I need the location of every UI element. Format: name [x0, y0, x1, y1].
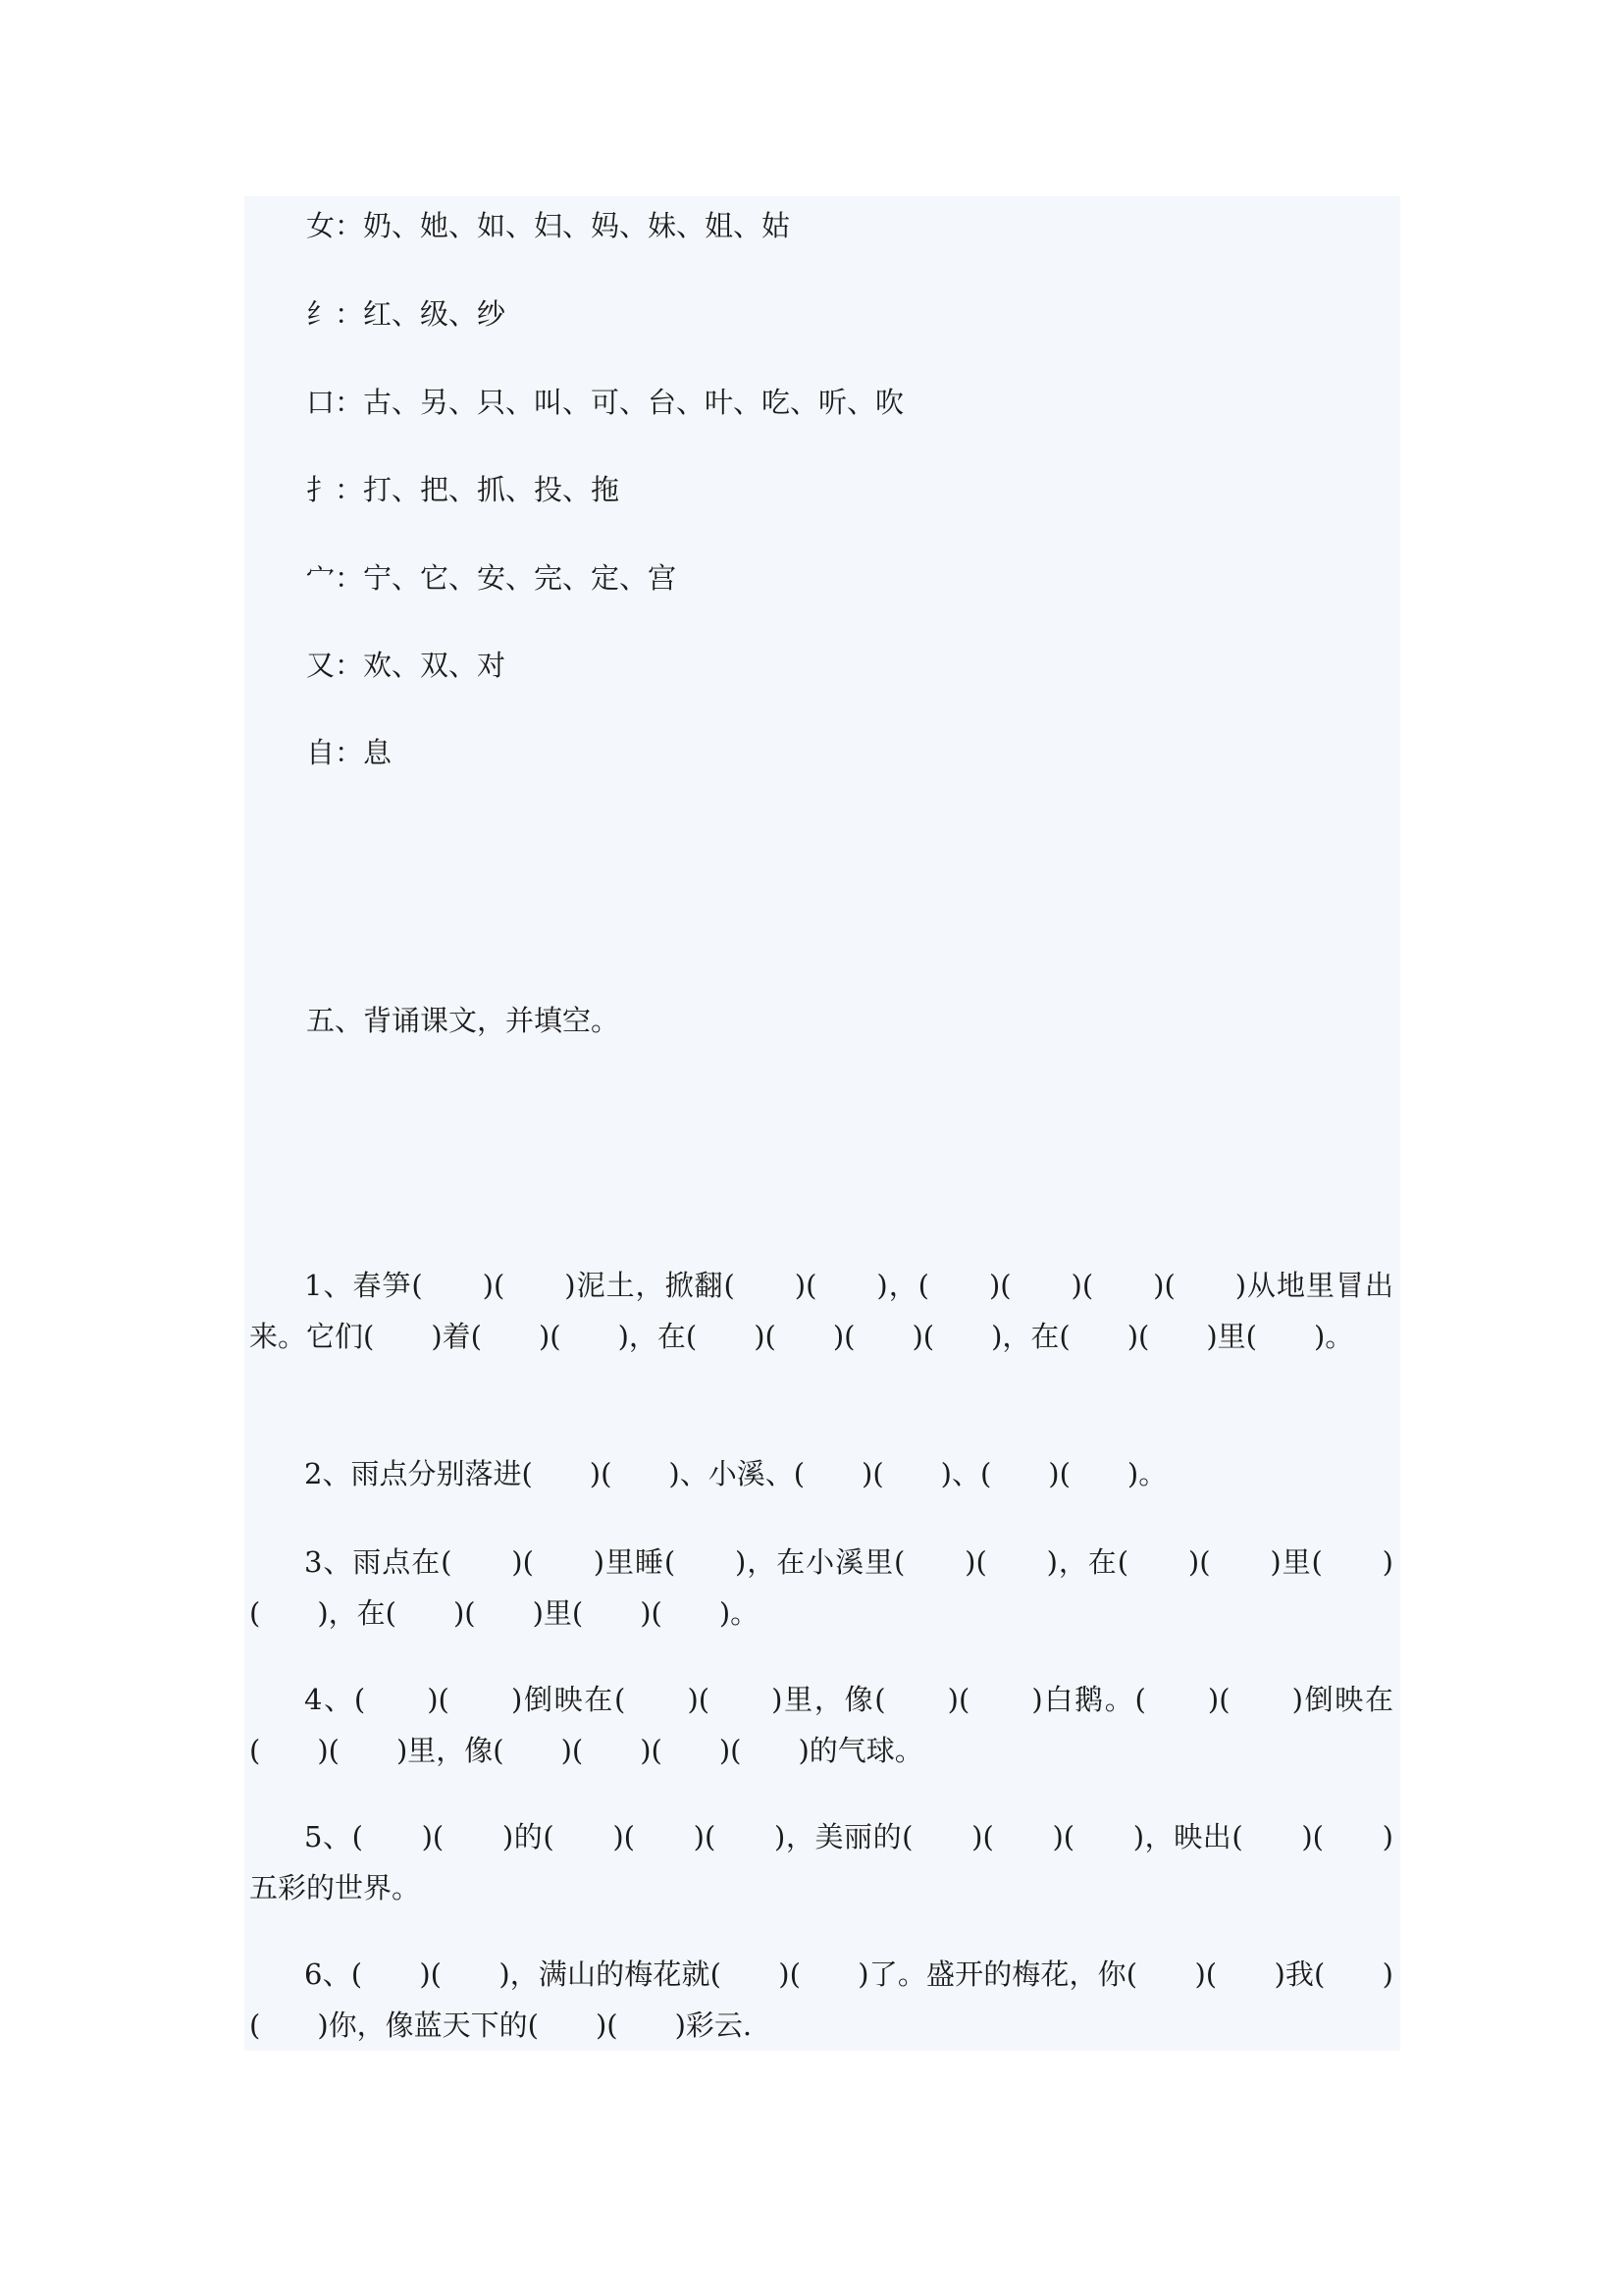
radical-line-si: 纟：红、级、纱: [306, 297, 506, 331]
radical-line-kou: 口：古、另、只、叫、可、台、叶、吃、听、吹: [306, 386, 905, 419]
question-4: 4、( )( )倒映在( )( )里，像( )( )白鹅。( )( )倒映在( )( )里，像( )( )( )( )的气球。: [249, 1683, 1393, 1767]
question-3: 3、雨点在( )( )里睡( )，在小溪里( )( )，在( )( )里( )( )，在( )( )里( )( )。: [249, 1545, 1393, 1630]
radical-line-shou: 扌：打、把、抓、投、拖: [306, 473, 620, 506]
question-5: 5、( )( )的( )( )( )，美丽的( )( )( )，映出( )( )五彩的世界。: [249, 1820, 1393, 1905]
question-1: 1、春笋( )( )泥土，掀翻( )( )，( )( )( )( )从地里冒出来。它们( )着( )( )，在( )( )( )( )，在( )( )里( )。: [249, 1269, 1393, 1353]
section-title: 五、背诵课文，并填空。: [306, 1004, 620, 1037]
radical-line-you: 又：欢、双、对: [306, 649, 506, 682]
radical-line-mian: 宀：宁、它、安、完、定、宫: [306, 561, 677, 595]
question-6: 6、( )( )，满山的梅花就( )( )了。盛开的梅花，你( )( )我( )( )你，像蓝天下的( )( )彩云.: [249, 1957, 1393, 2042]
question-2: 2、雨点分别落进( )( )、小溪、( )( )、( )( )。: [304, 1457, 1168, 1490]
radical-line-nv: 女：奶、她、如、妇、妈、妹、姐、姑: [306, 209, 791, 242]
radical-line-zi: 自：息: [306, 736, 393, 769]
